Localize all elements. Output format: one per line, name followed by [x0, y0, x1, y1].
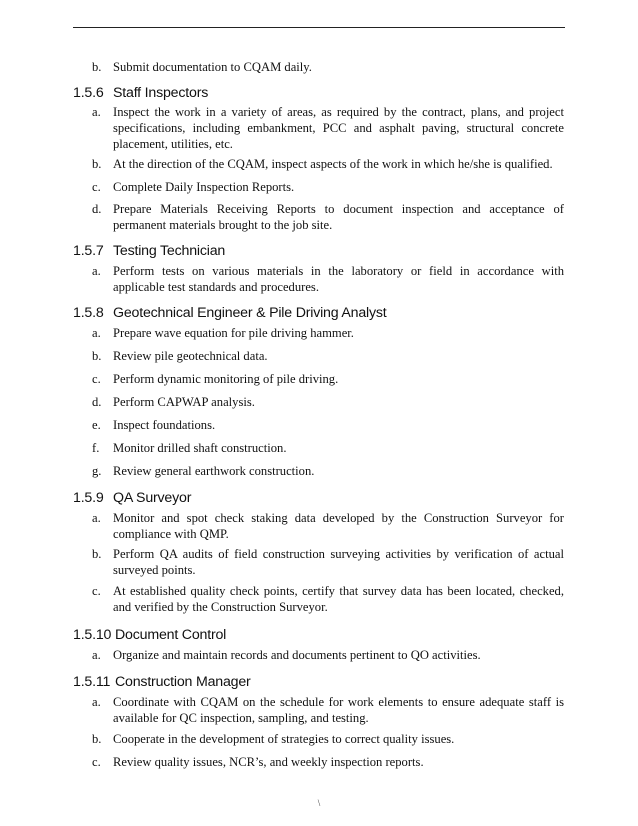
item-letter: a. — [92, 695, 101, 709]
section-heading-1-5-9 — [73, 489, 191, 507]
item-text: Review pile geotechnical data. — [113, 349, 268, 363]
item-text: Coordinate with CQAM on the schedule for work elements to ensure adequate staff is available for QC inspection, sampling, and testing. — [113, 695, 564, 725]
list-item — [92, 440, 564, 456]
list-item — [92, 583, 564, 615]
item-text: Perform dynamic monitoring of pile driving. — [113, 372, 339, 386]
item-letter: c. — [92, 372, 101, 386]
item-text: Organize and maintain records and documents pertinent to QO activities. — [113, 648, 481, 662]
section-number: 1.5.6 — [73, 85, 104, 101]
item-text: Perform QA audits of field construction surveying activities by verification of actual surveyed points. — [113, 547, 564, 577]
list-item — [92, 463, 564, 479]
list-item — [92, 325, 564, 341]
section-title: Geotechnical Engineer & Pile Driving Analyst — [113, 305, 387, 321]
section-heading-1-5-10 — [73, 626, 226, 644]
list-item — [92, 731, 564, 747]
list-item — [92, 371, 564, 387]
item-letter: f. — [92, 441, 100, 455]
item-text: Cooperate in the development of strategies to correct quality issues. — [113, 732, 455, 746]
list-item — [92, 348, 564, 364]
list-item — [92, 754, 564, 770]
section-number: 1.5.9 — [73, 490, 104, 506]
item-letter: b. — [92, 547, 102, 561]
item-letter: g. — [92, 464, 102, 478]
item-letter: a. — [92, 648, 101, 662]
item-text: Prepare wave equation for pile driving hammer. — [113, 326, 354, 340]
section-title: Document Control — [115, 627, 227, 643]
list-item — [92, 59, 564, 75]
section-number: 1.5.8 — [73, 305, 104, 321]
item-text: Inspect foundations. — [113, 418, 216, 432]
section-heading-1-5-6 — [73, 84, 208, 102]
item-text: Perform CAPWAP analysis. — [113, 395, 255, 409]
item-text: Prepare Materials Receiving Reports to document inspection and acceptance of permanent materials brought to the job site. — [113, 202, 564, 232]
section-heading-1-5-11 — [73, 673, 251, 691]
item-text: Review general earthwork construction. — [113, 464, 315, 478]
item-letter: b. — [92, 157, 102, 171]
section-number: 1.5.11 — [73, 674, 111, 690]
section-title: Testing Technician — [113, 243, 226, 259]
item-letter: b. — [92, 60, 102, 74]
list-item — [92, 104, 564, 152]
list-item — [92, 647, 564, 663]
item-text: Monitor and spot check staking data developed by the Construction Surveyor for compliance with QMP. — [113, 511, 564, 541]
list-item — [92, 394, 564, 410]
item-letter: a. — [92, 511, 101, 525]
header-rule — [73, 27, 565, 28]
section-number: 1.5.7 — [73, 243, 104, 259]
item-letter: e. — [92, 418, 101, 432]
item-text: Review quality issues, NCR’s, and weekly inspection reports. — [113, 755, 424, 769]
section-title: Staff Inspectors — [113, 85, 209, 101]
item-letter: a. — [92, 326, 101, 340]
list-item — [92, 510, 564, 542]
item-text: At the direction of the CQAM, inspect aspects of the work in which he/she is qualified. — [113, 157, 553, 171]
item-text: Submit documentation to CQAM daily. — [113, 60, 312, 74]
item-letter: c. — [92, 180, 101, 194]
item-letter: c. — [92, 584, 101, 598]
item-letter: d. — [92, 202, 102, 216]
section-title: QA Surveyor — [113, 490, 192, 506]
section-title: Construction Manager — [115, 674, 251, 690]
section-heading-1-5-8 — [73, 304, 387, 322]
list-item — [92, 156, 564, 172]
item-text: Monitor drilled shaft construction. — [113, 441, 287, 455]
item-letter: a. — [92, 105, 101, 119]
item-letter: b. — [92, 349, 102, 363]
item-letter: d. — [92, 395, 102, 409]
item-letter: b. — [92, 732, 102, 746]
item-text: Complete Daily Inspection Reports. — [113, 180, 295, 194]
list-item — [92, 546, 564, 578]
list-item — [92, 417, 564, 433]
item-text: Perform tests on various materials in the laboratory or field in accordance with applicable test standards and procedures. — [113, 264, 564, 294]
item-letter: a. — [92, 264, 101, 278]
page-footer: \ — [317, 798, 321, 808]
section-number: 1.5.10 — [73, 627, 112, 643]
item-text: Inspect the work in a variety of areas, as required by the contract, plans, and project specifications, including embankment, PCC and asphalt paving, structural concrete placement, utilities, etc. — [113, 105, 564, 151]
item-text: At established quality check points, certify that survey data has been located, checked, and verified by the Construction Surveyor. — [113, 584, 564, 614]
item-letter: c. — [92, 755, 101, 769]
list-item — [92, 201, 564, 233]
list-item — [92, 179, 564, 195]
section-heading-1-5-7 — [73, 242, 225, 260]
list-item — [92, 694, 564, 726]
list-item — [92, 263, 564, 295]
